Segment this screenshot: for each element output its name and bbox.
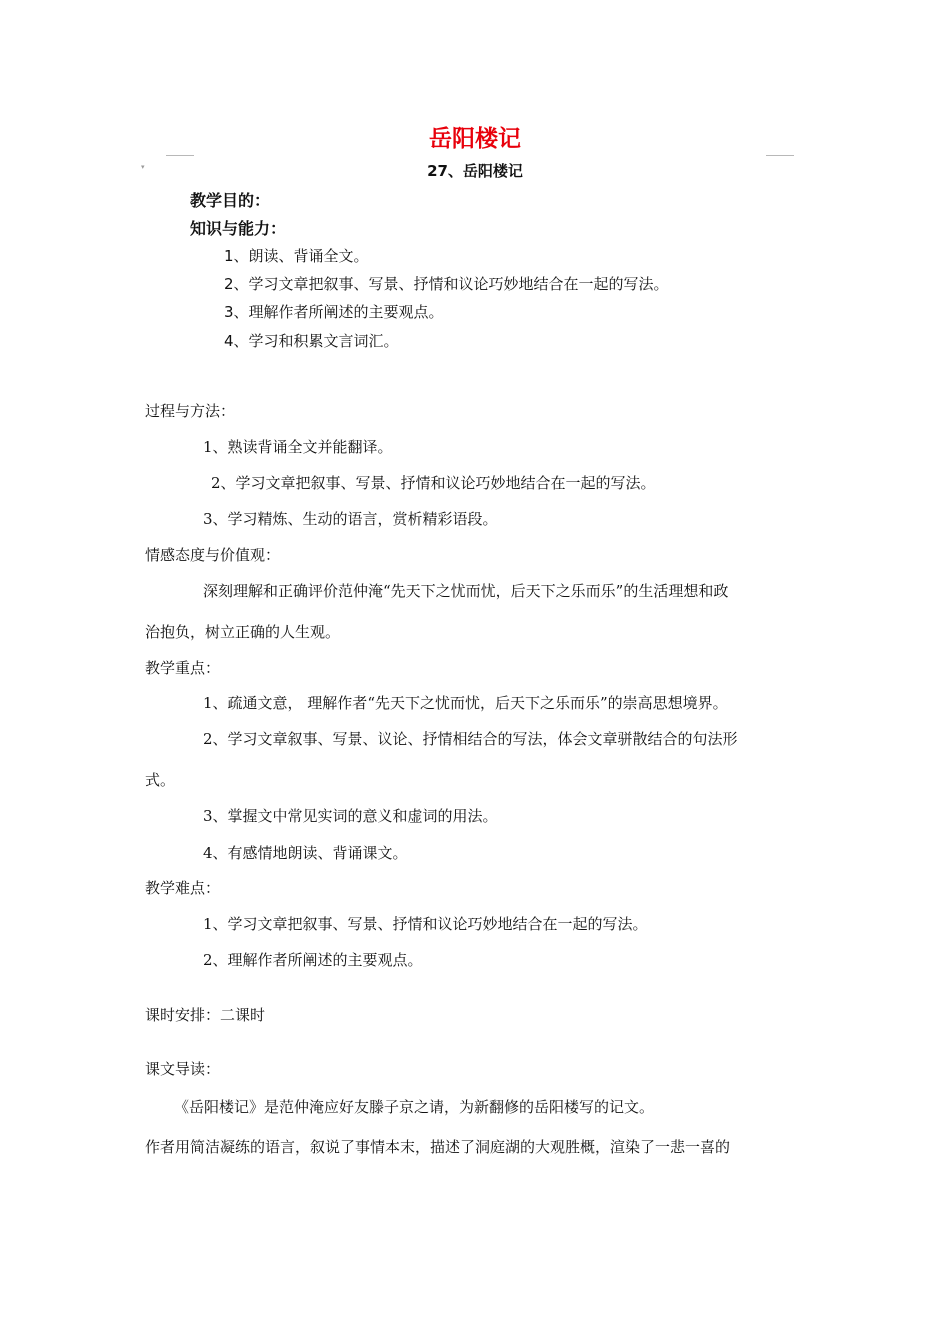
objectives-heading: 教学目的： — [190, 191, 271, 210]
difficulties-heading: 教学难点： — [145, 879, 221, 897]
knowledge-heading: 知识与能力： — [190, 219, 287, 238]
intro-heading: 课文导读： — [145, 1060, 221, 1078]
difficulty-item: 2、理解作者所阐述的主要观点。 — [203, 951, 423, 969]
header-rule-left — [166, 155, 194, 156]
knowledge-item: 4、学习和积累文言词汇。 — [224, 332, 399, 350]
key-points-heading: 教学重点： — [145, 659, 221, 677]
values-heading: 情感态度与价值观： — [145, 546, 281, 564]
values-line: 深刻理解和正确评价范仲淹“先天下之忧而忧，后天下之乐而乐”的生活理想和政 — [203, 582, 729, 600]
corner-mark: ▾ — [141, 163, 145, 171]
key-point-item: 4、有感情地朗读、背诵课文。 — [203, 844, 408, 862]
schedule: 课时安排：二课时 — [145, 1006, 266, 1024]
knowledge-item: 3、理解作者所阐述的主要观点。 — [224, 303, 444, 321]
header-rule-right — [766, 155, 794, 156]
process-item: 2、学习文章把叙事、写景、抒情和议论巧妙地结合在一起的写法。 — [211, 474, 656, 492]
key-point-item: 1、疏通文意， 理解作者“先天下之忧而忧，后天下之乐而乐”的崇高思想境界。 — [203, 694, 728, 712]
intro-line: 作者用简洁凝练的语言，叙说了事情本末，描述了洞庭湖的大观胜概，渲染了一悲一喜的 — [145, 1138, 731, 1156]
knowledge-item: 1、朗读、背诵全文。 — [224, 247, 369, 265]
process-item: 1、熟读背诵全文并能翻译。 — [203, 438, 393, 456]
key-point-item-continuation: 式。 — [145, 771, 176, 789]
page-title: 岳阳楼记 — [429, 126, 521, 152]
lesson-subtitle: 27、岳阳楼记 — [427, 162, 523, 180]
difficulty-item: 1、学习文章把叙事、写景、抒情和议论巧妙地结合在一起的写法。 — [203, 915, 648, 933]
values-line: 治抱负，树立正确的人生观。 — [145, 623, 341, 641]
key-point-item: 3、掌握文中常见实词的意义和虚词的用法。 — [203, 807, 498, 825]
intro-line: 《岳阳楼记》是范仲淹应好友滕子京之请，为新翻修的岳阳楼写的记文。 — [174, 1098, 655, 1116]
key-point-item: 2、学习文章叙事、写景、议论、抒情相结合的写法，体会文章骈散结合的句法形 — [203, 730, 738, 748]
process-heading: 过程与方法： — [145, 402, 236, 420]
process-item: 3、学习精炼、生动的语言，赏析精彩语段。 — [203, 510, 498, 528]
knowledge-item: 2、学习文章把叙事、写景、抒情和议论巧妙地结合在一起的写法。 — [224, 275, 669, 293]
